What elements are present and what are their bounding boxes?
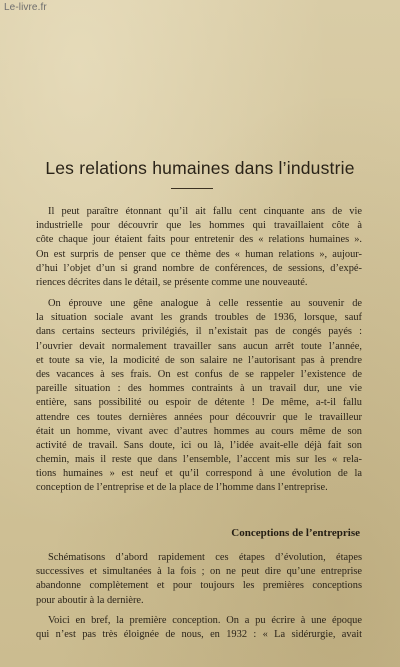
text-line: Voici en bref, la première conception. On a pu écrire à une époque bbox=[48, 615, 362, 626]
text-line: Schématisons d’abord rapidement ces étapes d’évolution, étapes bbox=[48, 552, 362, 563]
text-line: qui n’est pas très éloignée de nous, en 1932 : « La sidérurgie, avait bbox=[36, 629, 362, 641]
text-line: On éprouve une gêne analogue à celle ressentie au souvenir de bbox=[48, 298, 362, 309]
paragraph-3 bbox=[36, 551, 362, 608]
title-rule bbox=[171, 188, 213, 189]
text-line: attendre ces toutes dernières années pour découvrir que le travailleur bbox=[36, 411, 362, 423]
text-line: des vacances à ses frais. On est confus de se rappeler l’existence de bbox=[36, 368, 362, 380]
page-title: Les relations humaines dans l’industrie bbox=[45, 158, 355, 178]
text-line: On est surpris de penser que ce thème des « human relations », aujour- bbox=[36, 248, 362, 260]
text-line: conception de l’entreprise et de la place de l’homme dans l’entreprise. bbox=[36, 482, 328, 494]
paragraph-2 bbox=[36, 297, 362, 496]
watermark: Le-livre.fr bbox=[4, 2, 47, 13]
text-line: successives et simultanées à la fois ; on ne peut dire qu’une entreprise bbox=[36, 566, 362, 578]
text-line: riences décrites dans le détail, se présente comme une nouveauté. bbox=[36, 276, 308, 288]
text-line: abandonne complètement et pour toujours les premières conceptions bbox=[36, 580, 362, 592]
text-line: pareille situation : des hommes contraints à un travail dur, une vie bbox=[36, 383, 362, 395]
text-line: Il peut paraître étonnant qu’il ait fallu cent cinquante ans de vie bbox=[48, 206, 362, 217]
text-line: chemin, mais il reste que dans l’ensemble, l’accent mis sur les « rela- bbox=[36, 454, 362, 466]
paragraph-4 bbox=[36, 614, 362, 642]
text-line: était un homme, vivant avec d’autres hommes au cours même de son bbox=[36, 425, 362, 437]
text-line: tions humaines » est neuf et qu’il correspond à une évolution de la bbox=[36, 468, 362, 480]
text-line: d’hui l’objet d’un si grand nombre de conférences, de sessions, d’expé- bbox=[36, 262, 362, 274]
text-line: industrielle pour découvrir que les hommes qui travaillaient côte à bbox=[36, 220, 362, 232]
text-line: la situation sociale avant les grands troubles de 1936, lorsque, sauf bbox=[36, 312, 362, 324]
text-line: l’ouvrier devait normalement travailler sans aucun arrêt toute l’année, bbox=[36, 340, 362, 352]
section-heading: Conceptions de l’entreprise bbox=[231, 527, 360, 539]
paragraph-1 bbox=[36, 205, 362, 290]
text-line: et toute sa vie, la modicité de son salaire ne l’autorisant pas à prendre bbox=[36, 354, 362, 366]
text-line: dans certains secteurs privilégiés, il n’existait pas de congés payés : bbox=[36, 326, 362, 338]
text-line: côte chaque jour étaient faits pour entretenir des « relations humaines ». bbox=[36, 234, 362, 246]
text-line: activité de travail. Sans doute, ici ou là, l’idée avait-elle déjà fait son bbox=[36, 439, 362, 451]
text-line: entière, sans possibilité ou espoir de détente ! De même, a-t-il fallu bbox=[36, 397, 362, 409]
text-line: pour aboutir à la dernière. bbox=[36, 594, 144, 606]
